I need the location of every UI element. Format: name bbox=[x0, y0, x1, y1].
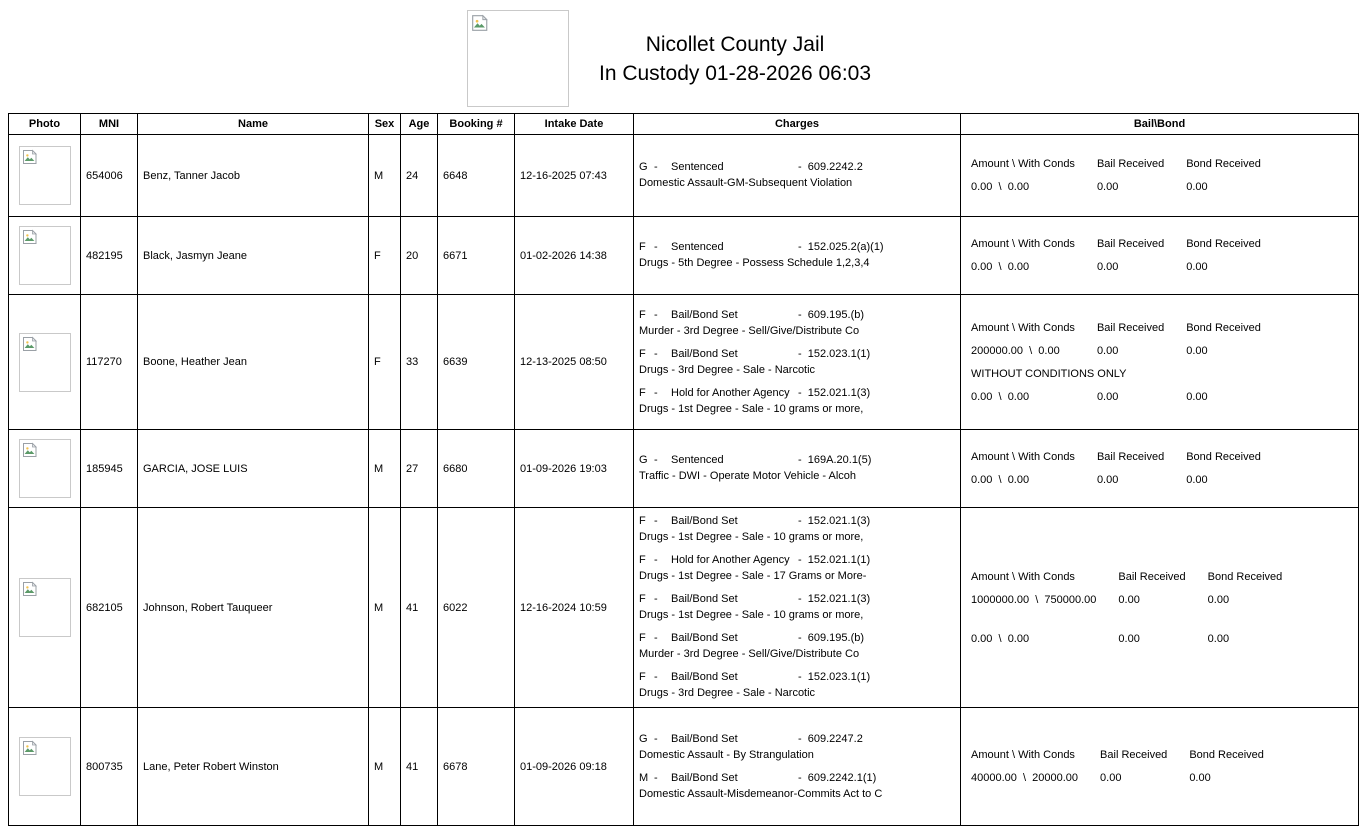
inmate-photo-broken-image bbox=[19, 146, 71, 205]
inmate-photo-cell bbox=[9, 135, 81, 217]
inmate-photo-cell bbox=[9, 217, 81, 295]
charge-level: F bbox=[639, 386, 646, 399]
charge-separator: - bbox=[654, 771, 658, 784]
charge-entry bbox=[639, 453, 957, 484]
intake-date: 12-16-2024 10:59 bbox=[515, 508, 634, 708]
charge-entry bbox=[639, 631, 957, 662]
bail-received-value: 0.00 bbox=[1096, 261, 1119, 273]
booking-number: 6639 bbox=[438, 295, 515, 430]
col-header-age: Age bbox=[401, 114, 438, 135]
charge-description: Domestic Assault - By Strangulation bbox=[639, 748, 814, 761]
bail-amount-value: 200000.00 \ 0.00 bbox=[971, 344, 1060, 357]
table-row bbox=[9, 217, 1359, 295]
bail-col-bail-received: Bail Received bbox=[1100, 749, 1168, 761]
charge-status: Hold for Another Agency bbox=[671, 386, 790, 399]
inmate-name: Johnson, Robert Tauqueer bbox=[138, 508, 369, 708]
mni-value: 682105 bbox=[81, 508, 138, 708]
charge-description: Murder - 3rd Degree - Sell/Give/Distribute Co bbox=[639, 324, 860, 337]
booking-number: 6648 bbox=[438, 135, 515, 217]
bail-grid bbox=[971, 450, 1261, 487]
charges-cell bbox=[634, 430, 961, 508]
bail-col-bond-received: Bond Received bbox=[1186, 321, 1261, 334]
bail-col-amount: Amount \ With Conds bbox=[971, 570, 1075, 583]
bond-received-value: 0.00 bbox=[1207, 632, 1230, 645]
col-header-photo: Photo bbox=[9, 114, 81, 135]
bail-col-bail-received: Bail Received bbox=[1096, 321, 1165, 334]
charge-entry bbox=[639, 592, 957, 623]
intake-date: 12-13-2025 08:50 bbox=[515, 295, 634, 430]
charge-description: Drugs - 1st Degree - Sale - 10 grams or more, bbox=[639, 402, 864, 415]
charge-status: Bail/Bond Set bbox=[671, 632, 738, 644]
broken-image-icon bbox=[22, 336, 38, 352]
bond-received-value: 0.00 bbox=[1189, 772, 1211, 784]
charge-description: Drugs - 1st Degree - Sale - 10 grams or more, bbox=[639, 531, 864, 543]
charge-status: Sentenced bbox=[671, 241, 724, 253]
intake-date: 12-16-2025 07:43 bbox=[515, 135, 634, 217]
inmate-name: GARCIA, JOSE LUIS bbox=[138, 430, 369, 508]
bail-col-amount: Amount \ With Conds bbox=[971, 321, 1075, 334]
charge-level: G bbox=[639, 161, 648, 173]
mni-value: 482195 bbox=[81, 217, 138, 295]
table-header-row bbox=[9, 114, 1359, 135]
broken-image-icon bbox=[22, 149, 38, 165]
charge-statute: - 169A.20.1(5) bbox=[798, 454, 872, 466]
charge-description: Drugs - 3rd Degree - Sale - Narcotic bbox=[639, 687, 816, 699]
intake-date: 01-09-2026 19:03 bbox=[515, 430, 634, 508]
charge-status: Sentenced bbox=[671, 161, 724, 173]
bail-col-bond-received: Bond Received bbox=[1186, 238, 1261, 250]
age-value: 33 bbox=[401, 295, 438, 430]
bail-bond-cell bbox=[961, 295, 1359, 430]
charge-level: F bbox=[639, 554, 646, 566]
inmate-photo-cell bbox=[9, 295, 81, 430]
charges-cell bbox=[634, 295, 961, 430]
charge-description: Domestic Assault-Misdemeanor-Commits Act to C bbox=[639, 787, 883, 800]
charge-entry bbox=[639, 160, 957, 191]
bail-conditions-note: WITHOUT CONDITIONS ONLY bbox=[971, 367, 1127, 380]
charges-cell bbox=[634, 135, 961, 217]
charge-statute: - 152.023.1(1) bbox=[798, 347, 871, 360]
charge-separator: - bbox=[654, 347, 658, 360]
bail-col-bond-received: Bond Received bbox=[1186, 451, 1261, 463]
inmate-name: Benz, Tanner Jacob bbox=[138, 135, 369, 217]
col-header-bail: Bail\Bond bbox=[961, 114, 1359, 135]
charge-statute: - 609.195.(b) bbox=[798, 308, 865, 321]
bond-received-value: 0.00 bbox=[1207, 593, 1230, 606]
charge-entry bbox=[639, 386, 957, 417]
bail-received-value: 0.00 bbox=[1100, 772, 1122, 784]
charge-description: Domestic Assault-GM-Subsequent Violation bbox=[639, 177, 853, 189]
bail-grid bbox=[971, 570, 1282, 646]
charge-separator: - bbox=[654, 593, 658, 605]
col-header-intake: Intake Date bbox=[515, 114, 634, 135]
charge-level: F bbox=[639, 671, 646, 683]
bail-amount-value: 0.00 \ 0.00 bbox=[971, 474, 1030, 486]
bail-amount-value: 0.00 \ 0.00 bbox=[971, 632, 1030, 645]
col-header-booking: Booking # bbox=[438, 114, 515, 135]
sex-value: F bbox=[369, 295, 401, 430]
charge-level: F bbox=[639, 347, 646, 360]
bail-col-amount: Amount \ With Conds bbox=[971, 749, 1075, 761]
charge-status: Bail/Bond Set bbox=[671, 732, 738, 745]
col-header-charges: Charges bbox=[634, 114, 961, 135]
bond-received-value: 0.00 bbox=[1186, 181, 1208, 193]
age-value: 27 bbox=[401, 430, 438, 508]
col-header-name: Name bbox=[138, 114, 369, 135]
table-row bbox=[9, 135, 1359, 217]
table-row bbox=[9, 295, 1359, 430]
charge-entry bbox=[639, 771, 957, 802]
inmate-photo-cell bbox=[9, 508, 81, 708]
inmate-name: Black, Jasmyn Jeane bbox=[138, 217, 369, 295]
charge-entry bbox=[639, 670, 957, 701]
col-header-sex: Sex bbox=[369, 114, 401, 135]
charge-statute: - 609.2242.1(1) bbox=[798, 771, 877, 784]
bail-received-value: 0.00 bbox=[1118, 632, 1140, 645]
inmate-photo-cell bbox=[9, 430, 81, 508]
bail-col-bond-received: Bond Received bbox=[1207, 570, 1283, 583]
bail-bond-cell bbox=[961, 430, 1359, 508]
sex-value: M bbox=[369, 430, 401, 508]
sex-value: M bbox=[369, 508, 401, 708]
charge-entry bbox=[639, 514, 957, 545]
bail-bond-cell bbox=[961, 217, 1359, 295]
charges-cell bbox=[634, 508, 961, 708]
bail-col-amount: Amount \ With Conds bbox=[971, 451, 1075, 463]
charge-description: Traffic - DWI - Operate Motor Vehicle - Alcoh bbox=[639, 470, 857, 482]
intake-date: 01-09-2026 09:18 bbox=[515, 708, 634, 826]
age-value: 41 bbox=[401, 508, 438, 708]
charge-statute: - 152.023.1(1) bbox=[798, 671, 871, 683]
mni-value: 800735 bbox=[81, 708, 138, 826]
col-header-mni: MNI bbox=[81, 114, 138, 135]
booking-number: 6022 bbox=[438, 508, 515, 708]
charge-level: G bbox=[639, 454, 648, 466]
charges-cell bbox=[634, 217, 961, 295]
charge-entry bbox=[639, 347, 957, 378]
charge-level: F bbox=[639, 308, 646, 321]
age-value: 24 bbox=[401, 135, 438, 217]
sex-value: F bbox=[369, 217, 401, 295]
charge-level: F bbox=[639, 515, 646, 527]
charge-status: Sentenced bbox=[671, 454, 724, 466]
charge-statute: - 152.025.2(a)(1) bbox=[798, 241, 884, 253]
page-title-line1: Nicollet County Jail bbox=[645, 33, 825, 56]
bail-col-amount: Amount \ With Conds bbox=[971, 238, 1075, 250]
bail-bond-cell bbox=[961, 708, 1359, 826]
charge-statute: - 609.2242.2 bbox=[798, 161, 863, 173]
bail-col-bail-received: Bail Received bbox=[1096, 451, 1165, 463]
bail-received-value: 0.00 bbox=[1118, 593, 1140, 606]
bail-col-bail-received: Bail Received bbox=[1118, 570, 1186, 583]
bail-col-bail-received: Bail Received bbox=[1096, 158, 1165, 170]
broken-image-icon bbox=[22, 442, 38, 458]
bail-col-bail-received: Bail Received bbox=[1096, 238, 1165, 250]
bond-received-value: 0.00 bbox=[1186, 261, 1208, 273]
charge-statute: - 152.021.1(3) bbox=[798, 515, 871, 527]
charge-status: Hold for Another Agency bbox=[671, 554, 790, 566]
table-row bbox=[9, 430, 1359, 508]
bail-spacer bbox=[971, 616, 1282, 623]
intake-date: 01-02-2026 14:38 bbox=[515, 217, 634, 295]
bail-grid bbox=[971, 748, 1264, 785]
bail-received-value: 0.00 bbox=[1096, 390, 1119, 403]
charge-entry bbox=[639, 553, 957, 584]
report-header bbox=[0, 0, 1366, 113]
charge-separator: - bbox=[654, 732, 658, 745]
charge-statute: - 152.021.1(3) bbox=[798, 593, 871, 605]
inmate-name: Lane, Peter Robert Winston bbox=[138, 708, 369, 826]
table-row bbox=[9, 508, 1359, 708]
charge-level: F bbox=[639, 593, 646, 605]
charge-description: Drugs - 1st Degree - Sale - 10 grams or more, bbox=[639, 609, 864, 621]
bail-grid bbox=[971, 237, 1261, 274]
bail-amount-value: 0.00 \ 0.00 bbox=[971, 181, 1030, 193]
bail-amount-value: 40000.00 \ 20000.00 bbox=[971, 772, 1079, 784]
charge-entry bbox=[639, 308, 957, 339]
bail-received-value: 0.00 bbox=[1096, 474, 1119, 486]
charge-level: F bbox=[639, 241, 646, 253]
inmate-photo-broken-image bbox=[19, 737, 71, 796]
charge-status: Bail/Bond Set bbox=[671, 515, 738, 527]
charge-description: Drugs - 3rd Degree - Sale - Narcotic bbox=[639, 363, 816, 376]
charge-separator: - bbox=[654, 554, 658, 566]
inmate-name: Boone, Heather Jean bbox=[138, 295, 369, 430]
charge-separator: - bbox=[654, 454, 658, 466]
charges-cell bbox=[634, 708, 961, 826]
bail-col-bond-received: Bond Received bbox=[1189, 749, 1264, 761]
table-row bbox=[9, 708, 1359, 826]
charge-entry bbox=[639, 240, 957, 271]
broken-image-icon bbox=[22, 581, 38, 597]
sex-value: M bbox=[369, 135, 401, 217]
age-value: 41 bbox=[401, 708, 438, 826]
bond-received-value: 0.00 bbox=[1186, 344, 1208, 357]
bail-col-amount: Amount \ With Conds bbox=[971, 158, 1075, 170]
in-custody-table bbox=[8, 113, 1359, 826]
charge-status: Bail/Bond Set bbox=[671, 308, 738, 321]
inmate-photo-cell bbox=[9, 708, 81, 826]
booking-number: 6671 bbox=[438, 217, 515, 295]
inmate-photo-broken-image bbox=[19, 439, 71, 498]
page-title bbox=[470, 30, 1000, 88]
charge-entry bbox=[639, 732, 957, 763]
charge-statute: - 609.195.(b) bbox=[798, 632, 865, 644]
bail-amount-value: 0.00 \ 0.00 bbox=[971, 390, 1030, 403]
bail-grid bbox=[971, 157, 1261, 194]
mni-value: 117270 bbox=[81, 295, 138, 430]
charge-separator: - bbox=[654, 241, 658, 253]
bond-received-value: 0.00 bbox=[1186, 390, 1208, 403]
bail-received-value: 0.00 bbox=[1096, 344, 1119, 357]
page-title-line2: In Custody 01-28-2026 06:03 bbox=[598, 62, 872, 85]
bail-amount-value: 1000000.00 \ 750000.00 bbox=[971, 593, 1097, 606]
charge-description: Drugs - 1st Degree - Sale - 17 Grams or More- bbox=[639, 570, 867, 582]
charge-level: F bbox=[639, 632, 646, 644]
sex-value: M bbox=[369, 708, 401, 826]
charge-status: Bail/Bond Set bbox=[671, 771, 738, 784]
inmate-photo-broken-image bbox=[19, 333, 71, 392]
broken-image-icon bbox=[22, 740, 38, 756]
charge-level: M bbox=[639, 771, 649, 784]
booking-number: 6680 bbox=[438, 430, 515, 508]
charge-separator: - bbox=[654, 386, 658, 399]
charge-status: Bail/Bond Set bbox=[671, 347, 738, 360]
broken-image-icon bbox=[22, 229, 38, 245]
mni-value: 654006 bbox=[81, 135, 138, 217]
inmate-photo-broken-image bbox=[19, 578, 71, 637]
charge-level: G bbox=[639, 732, 648, 745]
charge-description: Murder - 3rd Degree - Sell/Give/Distribute Co bbox=[639, 648, 860, 660]
charge-separator: - bbox=[654, 161, 658, 173]
charge-separator: - bbox=[654, 308, 658, 321]
age-value: 20 bbox=[401, 217, 438, 295]
bail-col-bond-received: Bond Received bbox=[1186, 158, 1261, 170]
charge-statute: - 152.021.1(1) bbox=[798, 554, 871, 566]
bail-bond-cell bbox=[961, 508, 1359, 708]
charge-status: Bail/Bond Set bbox=[671, 593, 738, 605]
charge-statute: - 609.2247.2 bbox=[798, 732, 863, 745]
bond-received-value: 0.00 bbox=[1186, 474, 1208, 486]
charge-separator: - bbox=[654, 515, 658, 527]
bail-bond-cell bbox=[961, 135, 1359, 217]
booking-number: 6678 bbox=[438, 708, 515, 826]
mni-value: 185945 bbox=[81, 430, 138, 508]
bail-grid bbox=[971, 321, 1261, 404]
inmate-photo-broken-image bbox=[19, 226, 71, 285]
charge-status: Bail/Bond Set bbox=[671, 671, 738, 683]
bail-received-value: 0.00 bbox=[1096, 181, 1119, 193]
charge-separator: - bbox=[654, 632, 658, 644]
charge-description: Drugs - 5th Degree - Possess Schedule 1,2,3,4 bbox=[639, 257, 870, 269]
bail-amount-value: 0.00 \ 0.00 bbox=[971, 261, 1030, 273]
charge-separator: - bbox=[654, 671, 658, 683]
charge-statute: - 152.021.1(3) bbox=[798, 386, 871, 399]
